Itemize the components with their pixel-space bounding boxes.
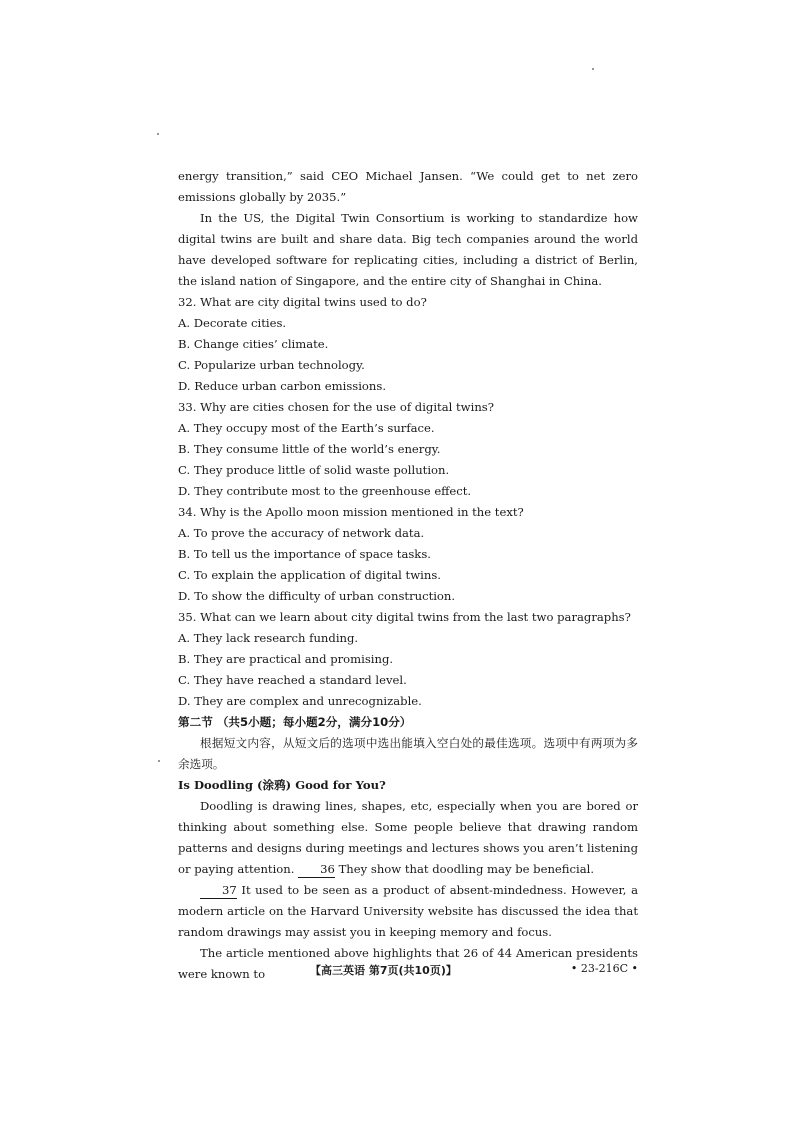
question-34: [178, 502, 638, 607]
paragraph-text: It used to be seen as a product of absent-mindedness. However, a modern article on the Harvard University website has discussed the idea that random drawings may assist you in keeping memory and focus.: [178, 883, 638, 939]
option-d: D. They contribute most to the greenhouse effect.: [178, 484, 472, 498]
question-stem: 32. What are city digital twins used to do?: [178, 295, 427, 309]
option-a: A. They occupy most of the Earth’s surface.: [178, 421, 435, 435]
scan-speck: [592, 68, 594, 70]
article-paragraph: [178, 880, 638, 943]
scan-speck: [157, 133, 159, 135]
question-stem: 34. Why is the Apollo moon mission mentioned in the text?: [178, 505, 524, 519]
option-a: A. Decorate cities.: [178, 316, 287, 330]
question-32: [178, 292, 638, 397]
option-c: C. They produce little of solid waste pollution.: [178, 463, 450, 477]
paragraph-text: They show that doodling may be beneficial.: [338, 862, 595, 876]
passage-paragraph: In the US, the Digital Twin Consortium is working to standardize how digital twins are built and share data. Big tech companies around the world have developed software for replicating cities, including a district of Berlin, the island nation of Singapore, and the entire city of Shanghai in China.: [178, 211, 638, 288]
option-a: A. To prove the accuracy of network data.: [178, 526, 425, 540]
section-instruction: 根据短文内容，从短文后的选项中选出能填入空白处的最佳选项。选项中有两项为多余选项。: [178, 736, 638, 771]
exam-code: • 23-216C •: [570, 962, 638, 975]
option-b: B. Change cities’ climate.: [178, 337, 329, 351]
page-footer: [178, 962, 638, 978]
article-paragraph: [178, 796, 638, 880]
page-content: [178, 166, 638, 985]
option-a: A. They lack research funding.: [178, 631, 359, 645]
scan-speck: [158, 760, 160, 762]
option-c: C. To explain the application of digital twins.: [178, 568, 441, 582]
passage-paragraph: energy transition,” said CEO Michael Jansen. “We could get to net zero emissions globally by 2035.”: [178, 169, 638, 204]
question-stem: 33. Why are cities chosen for the use of digital twins?: [178, 400, 494, 414]
option-d: D. They are complex and unrecognizable.: [178, 694, 422, 708]
option-b: B. They are practical and promising.: [178, 652, 394, 666]
page-number: 【高三英语 第7页(共10页)】: [310, 964, 457, 977]
option-b: B. To tell us the importance of space tasks.: [178, 547, 431, 561]
section-heading: 第二节 （共5小题；每小题2分，满分10分）: [178, 715, 412, 729]
paragraph-text: Doodling is drawing lines, shapes, etc, especially when you are bored or thinking about something else. Some people believe that drawing random patterns and designs during meetings and lectures shows you aren’t listening or paying attention.: [178, 799, 638, 876]
option-d: D. To show the difficulty of urban construction.: [178, 589, 456, 603]
option-d: D. Reduce urban carbon emissions.: [178, 379, 387, 393]
question-33: [178, 397, 638, 502]
option-c: C. They have reached a standard level.: [178, 673, 407, 687]
blank-37: 37: [200, 883, 237, 899]
question-stem: 35. What can we learn about city digital twins from the last two paragraphs?: [178, 610, 631, 624]
article-paragraph: The article mentioned above highlights that 26 of 44 American presidents were known to: [178, 946, 638, 981]
blank-36: 36: [298, 862, 335, 878]
option-c: C. Popularize urban technology.: [178, 358, 365, 372]
option-b: B. They consume little of the world’s energy.: [178, 442, 441, 456]
article-title: Is Doodling (涂鸦) Good for You?: [178, 778, 386, 792]
question-35: [178, 607, 638, 712]
